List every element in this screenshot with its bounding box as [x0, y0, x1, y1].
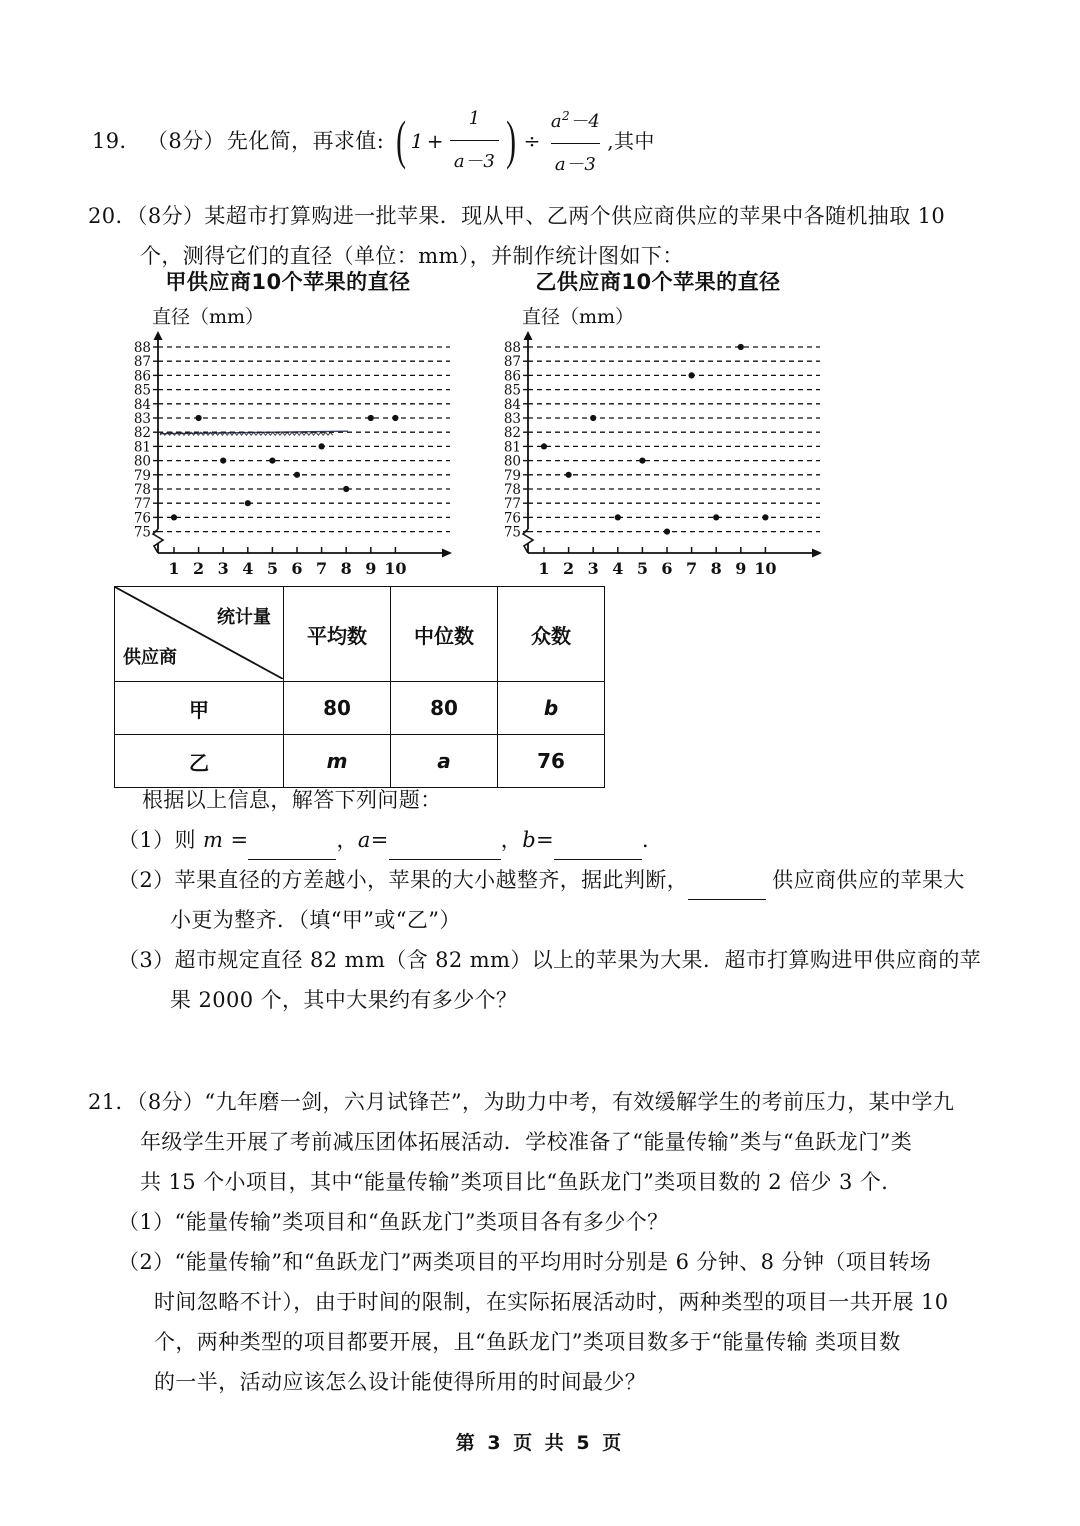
q20-blank-b[interactable] — [554, 839, 642, 860]
x-tick-label: 3 — [217, 559, 229, 578]
y-tick-label: 84 — [503, 396, 521, 413]
q20-sub1 — [118, 820, 1048, 860]
y-tick-label: 85 — [133, 382, 151, 399]
table-col-header-mean: 平均数 — [284, 587, 391, 682]
q20-score: （8分） — [136, 204, 205, 228]
q19-frac2-num-tail: －4 — [570, 111, 601, 132]
data-point — [171, 514, 177, 520]
q19-one: 1 — [410, 128, 424, 153]
q19-number: 19． — [92, 128, 141, 153]
q21-sub1: （1）“能量传输”类项目和“鱼跃龙门”类项目各有多少个？ — [118, 1210, 669, 1234]
x-tick-label: 3 — [587, 559, 599, 578]
x-tick-label: 6 — [291, 559, 303, 578]
q21-sub2-line-4: 的一半，活动应该怎么设计能使得所用的时间最少？ — [154, 1370, 647, 1394]
x-tick-label: 1 — [168, 559, 180, 578]
data-point — [245, 500, 251, 506]
data-point — [368, 415, 374, 421]
data-point — [319, 443, 325, 449]
y-tick-label: 82 — [503, 425, 521, 442]
y-tick-label: 75 — [133, 524, 151, 541]
q20-sub2-line-2: 小更为整齐．（填“甲”或“乙”） — [170, 908, 461, 932]
q19-frac2-num-exponent: 2 — [561, 109, 570, 123]
data-point — [738, 344, 744, 350]
x-tick-label: 6 — [661, 559, 673, 578]
q21-sub2-line-1: （2）“能量传输”和“鱼跃龙门”两类项目的平均用时分别是 6 分钟、8 分钟（项目转场 — [118, 1250, 932, 1274]
x-tick-label: 7 — [686, 559, 698, 578]
data-point — [220, 458, 226, 464]
table-cell-yi-mean: m — [284, 735, 391, 788]
data-point — [541, 443, 547, 449]
table-row — [115, 682, 605, 735]
y-tick-label: 80 — [133, 453, 151, 470]
y-tick-label: 88 — [133, 340, 151, 356]
x-tick-label: 5 — [266, 559, 278, 578]
y-tick-label: 81 — [503, 439, 521, 456]
table-row-label-jia: 甲 — [115, 682, 284, 735]
q20-stem-text-1: 某超市打算购进一批苹果．现从甲、乙两个供应商供应的苹果中各随机抽取 10 — [204, 204, 946, 228]
y-tick-label: 79 — [503, 467, 521, 484]
y-tick-label: 86 — [133, 368, 151, 385]
chart-yi-title: 乙供应商10个苹果的直径 — [535, 270, 781, 294]
x-tick-label: 5 — [636, 559, 648, 578]
q20-sub1-pre: （1）则 — [118, 828, 204, 852]
data-point — [566, 472, 572, 478]
data-point — [590, 415, 596, 421]
q19-line — [92, 96, 992, 185]
x-tick-label: 9 — [735, 559, 747, 578]
y-axis-arrow — [154, 331, 163, 340]
q20-stem-line-1 — [88, 196, 1038, 236]
q19-frac2-numerator — [547, 96, 604, 143]
y-tick-label: 78 — [503, 482, 521, 498]
y-tick-label: 88 — [503, 340, 521, 356]
q20-sub2-text-2: 供应商供应的苹果大 — [772, 868, 965, 892]
q21-line-1 — [88, 1082, 1038, 1122]
question-21 — [88, 1082, 1038, 1402]
x-tick-label: 7 — [316, 559, 328, 578]
table-col-header-median: 中位数 — [391, 587, 498, 682]
data-point — [762, 514, 768, 520]
table-corner-cell — [115, 587, 284, 682]
q20-sub3-line-1: （3）超市规定直径 82 mm（含 82 mm）以上的苹果为大果．超市打算购进甲供应商的苹 — [118, 948, 982, 972]
x-axis-arrow — [812, 549, 822, 558]
y-tick-label: 83 — [503, 411, 521, 427]
y-tick-label: 76 — [503, 510, 521, 527]
y-tick-label: 87 — [133, 354, 151, 371]
table-cell-yi-median: a — [391, 735, 498, 788]
q19-frac2-denominator: a－3 — [551, 143, 600, 185]
q21-sub2-line-2: 时间忽略不计），由于时间的限制，在实际拓展活动时，两种类型的项目一共开展 10 — [154, 1290, 949, 1314]
data-point — [269, 458, 275, 464]
q19-frac1-denominator: a－3 — [450, 140, 499, 182]
table-cell-jia-mode: b — [498, 682, 605, 735]
q20-var-a: a — [357, 828, 371, 852]
y-tick-label: 86 — [503, 368, 521, 385]
q21-line-2: 年级学生开展了考前减压团体拓展活动．学校准备了“能量传输”类与“鱼跃龙门”类 — [140, 1130, 913, 1154]
y-axis-arrow — [524, 331, 533, 340]
x-tick-label: 10 — [384, 559, 407, 578]
q20-stem-line-2: 个，测得它们的直径（单位：mm），并制作统计图如下： — [140, 244, 684, 268]
q21-number: 21． — [88, 1090, 137, 1114]
table-row-label-yi: 乙 — [115, 735, 284, 788]
chart-jia-title: 甲供应商10个苹果的直径 — [165, 270, 411, 294]
y-tick-label: 75 — [503, 524, 521, 541]
table-corner-statistic-label: 统计量 — [217, 607, 271, 628]
q20-sub1-eq1: = — [223, 828, 249, 852]
page-footer: 第 3 页 共 5 页 — [455, 1432, 625, 1454]
q19-tail: ,其中 — [607, 128, 655, 153]
q20-blank-m[interactable] — [248, 839, 336, 860]
q20-sub1-comma1: ， — [336, 828, 358, 852]
data-point — [639, 458, 645, 464]
table-corner-supplier-label: 供应商 — [123, 647, 177, 668]
x-tick-label: 1 — [538, 559, 550, 578]
question-20-subquestions — [118, 780, 1048, 1020]
table-header-row — [115, 587, 605, 682]
x-tick-label: 2 — [193, 559, 205, 578]
x-tick-label: 4 — [612, 559, 624, 578]
q19-frac1-numerator: 1 — [468, 108, 481, 129]
q20-sub2-line-1 — [118, 860, 1048, 900]
q20-number: 20． — [88, 204, 137, 228]
chart-yi-plot — [488, 329, 828, 589]
x-tick-label: 8 — [340, 559, 352, 578]
chart-jia-ylabel: 直径（mm） — [152, 306, 265, 328]
y-tick-label: 85 — [503, 382, 521, 399]
chart-yi-ylabel: 直径（mm） — [522, 306, 635, 328]
q20-sub1-period: ． — [642, 828, 664, 852]
left-paren: ( — [396, 109, 407, 170]
q21-sub2-line-3: 个，两种类型的项目都要开展，且“鱼跃龙门”类项目数多于“能量传输 类项目数 — [154, 1330, 901, 1354]
q20-prompt: 根据以上信息，解答下列问题： — [142, 788, 442, 812]
data-point — [664, 529, 670, 535]
right-paren: ) — [506, 109, 517, 170]
y-tick-label: 79 — [133, 467, 151, 484]
x-tick-label: 2 — [563, 559, 575, 578]
q19-fraction-2 — [547, 96, 604, 185]
chart-yi — [488, 266, 828, 589]
y-tick-label: 77 — [503, 496, 521, 513]
y-tick-label: 78 — [133, 482, 151, 498]
q21-line-3: 共 15 个小项目，其中“能量传输”类项目比“鱼跃龙门”类项目数的 2 倍少 3 个． — [140, 1170, 903, 1194]
x-tick-label: 8 — [710, 559, 722, 578]
y-tick-label: 81 — [133, 439, 151, 456]
question-20-stem — [88, 196, 1038, 276]
y-tick-label: 82 — [133, 425, 151, 442]
q20-blank-a[interactable] — [389, 839, 501, 860]
data-point — [196, 415, 202, 421]
q20-blank-supplier[interactable] — [688, 879, 766, 900]
x-tick-label: 9 — [365, 559, 377, 578]
data-point — [294, 472, 300, 478]
y-tick-label: 83 — [133, 411, 151, 427]
y-tick-label: 87 — [503, 354, 521, 371]
q20-sub1-comma2: ， — [500, 828, 523, 852]
x-axis-arrow — [442, 549, 452, 558]
q20-sub2-text-1: （2）苹果直径的方差越小，苹果的大小越整齐，据此判断， — [118, 868, 689, 892]
data-point — [343, 486, 349, 492]
q20-sub1-eq2: = — [370, 828, 389, 852]
question-19 — [92, 96, 992, 185]
x-tick-label: 10 — [754, 559, 777, 578]
table-cell-yi-mode: 76 — [498, 735, 605, 788]
q19-plus: + — [426, 128, 444, 153]
q19-frac2-num-base: a — [550, 111, 562, 132]
q20-var-b: b — [522, 828, 537, 852]
y-tick-label: 77 — [133, 496, 151, 513]
q19-divide: ÷ — [523, 128, 541, 153]
y-tick-label: 84 — [133, 396, 151, 413]
table-cell-jia-mean: 80 — [284, 682, 391, 735]
data-point — [713, 514, 719, 520]
chart-jia — [118, 266, 458, 589]
table-col-header-mode: 众数 — [498, 587, 605, 682]
q20-sub1-eq3: = — [536, 828, 555, 852]
x-tick-label: 4 — [242, 559, 254, 578]
statistics-table — [114, 586, 605, 788]
q19-expression — [392, 96, 655, 185]
chart-jia-plot — [118, 329, 458, 589]
data-point — [689, 372, 695, 378]
y-tick-label: 80 — [503, 453, 521, 470]
y-tick-label: 76 — [133, 510, 151, 527]
q21-score: （8分） — [136, 1090, 205, 1114]
table-cell-jia-median: 80 — [391, 682, 498, 735]
data-point — [392, 415, 398, 421]
q19-fraction-1 — [450, 99, 499, 182]
q20-var-m: m — [203, 828, 224, 852]
q21-text-1: “九年磨一剑，六月试锋芒”，为助力中考，有效缓解学生的考前压力，某中学九 — [204, 1090, 955, 1114]
q20-sub3-line-2: 果 2000 个，其中大果约有多少个？ — [170, 988, 518, 1012]
q19-score: （8分） — [146, 128, 225, 153]
q19-stem: 先化简，再求值: — [226, 128, 385, 153]
data-point — [615, 514, 621, 520]
